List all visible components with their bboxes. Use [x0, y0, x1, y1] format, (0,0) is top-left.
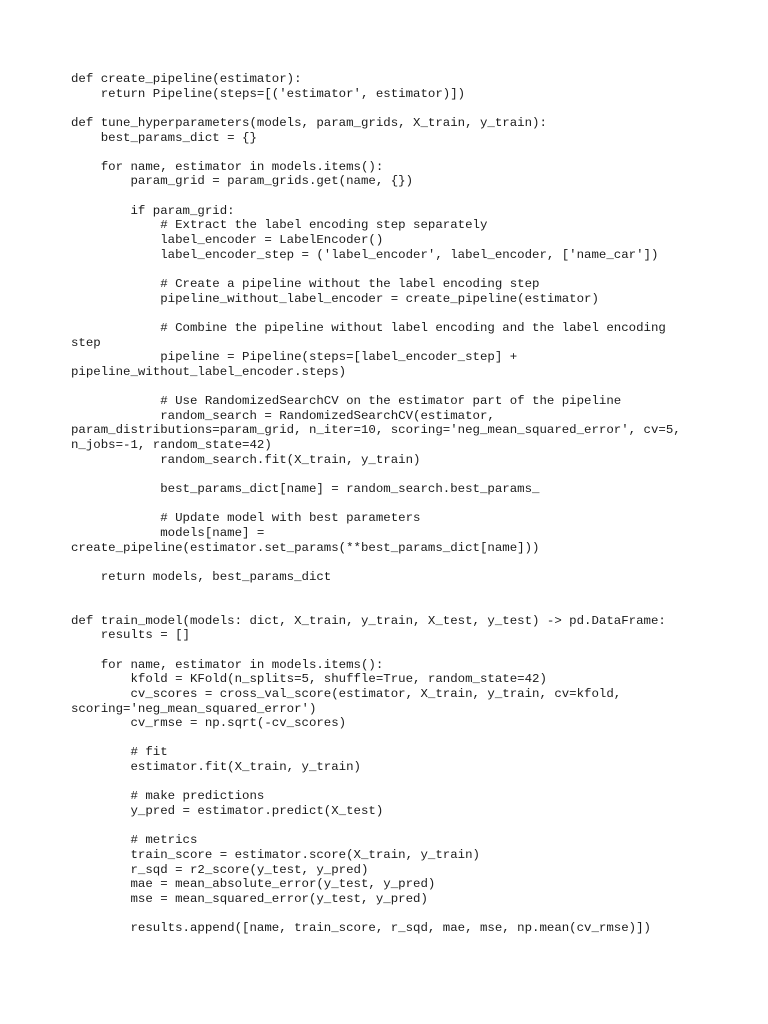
code-block	[71, 72, 711, 936]
code-line: # Use RandomizedSearchCV on the estimator part of the pipeline	[71, 394, 622, 409]
code-line: # Create a pipeline without the label encoding step	[71, 276, 540, 291]
code-line: pipeline_without_label_encoder = create_pipeline(estimator)	[71, 291, 599, 306]
code-line: scoring='neg_mean_squared_error')	[71, 701, 317, 716]
code-line: for name, estimator in models.items():	[71, 657, 384, 672]
code-line	[71, 599, 711, 614]
code-line: def tune_hyperparameters(models, param_grids, X_train, y_train):	[71, 115, 547, 130]
code-line: param_grid = param_grids.get(name, {})	[71, 174, 414, 189]
code-line: # fit	[71, 745, 168, 760]
code-line: def create_pipeline(estimator):	[71, 72, 302, 86]
code-line	[71, 101, 711, 116]
code-line: step	[71, 335, 101, 350]
code-line: # metrics	[71, 833, 198, 848]
code-line	[71, 907, 711, 922]
code-line: random_search = RandomizedSearchCV(estimator,	[71, 408, 495, 423]
code-line: results.append([name, train_score, r_sqd, mae, mse, np.mean(cv_rmse)])	[71, 921, 651, 936]
code-line: n_jobs=-1, random_state=42)	[71, 438, 272, 453]
code-line	[71, 467, 711, 482]
code-line: # Extract the label encoding step separately	[71, 218, 488, 233]
code-line: # Update model with best parameters	[71, 511, 421, 526]
code-line: best_params_dict = {}	[71, 130, 257, 145]
code-line: create_pipeline(estimator.set_params(**best_params_dict[name]))	[71, 540, 540, 555]
code-line: pipeline_without_label_encoder.steps)	[71, 364, 347, 379]
code-line: train_score = estimator.score(X_train, y_train)	[71, 847, 480, 862]
code-line: random_search.fit(X_train, y_train)	[71, 452, 421, 467]
code-line	[71, 145, 711, 160]
code-line: if param_grid:	[71, 203, 235, 218]
code-line: def train_model(models: dict, X_train, y_train, X_test, y_test) -> pd.DataFrame:	[71, 613, 666, 628]
code-line: models[name] =	[71, 525, 265, 540]
code-line: mse = mean_squared_error(y_test, y_pred)	[71, 891, 428, 906]
code-line: return models, best_params_dict	[71, 569, 332, 584]
code-line: # Combine the pipeline without label encoding and the label encoding	[71, 320, 666, 335]
code-line: kfold = KFold(n_splits=5, shuffle=True, random_state=42)	[71, 672, 547, 687]
code-line: estimator.fit(X_train, y_train)	[71, 760, 361, 775]
code-line	[71, 555, 711, 570]
code-line	[71, 775, 711, 790]
code-line: best_params_dict[name] = random_search.best_params_	[71, 481, 540, 496]
code-line: label_encoder_step = ('label_encoder', label_encoder, ['name_car'])	[71, 247, 659, 262]
code-line	[71, 643, 711, 658]
code-line: cv_rmse = np.sqrt(-cv_scores)	[71, 716, 347, 731]
code-line: label_encoder = LabelEncoder()	[71, 233, 384, 248]
code-line: results = []	[71, 628, 190, 643]
code-line	[71, 379, 711, 394]
code-line: y_pred = estimator.predict(X_test)	[71, 804, 384, 819]
code-line: for name, estimator in models.items():	[71, 159, 384, 174]
code-line: r_sqd = r2_score(y_test, y_pred)	[71, 862, 369, 877]
code-line	[71, 584, 711, 599]
code-line: return Pipeline(steps=[('estimator', estimator)])	[71, 86, 466, 101]
code-line: cv_scores = cross_val_score(estimator, X_train, y_train, cv=kfold,	[71, 686, 622, 701]
code-line	[71, 306, 711, 321]
code-line: param_distributions=param_grid, n_iter=10, scoring='neg_mean_squared_error', cv=5,	[71, 423, 681, 438]
code-line	[71, 189, 711, 204]
code-line	[71, 497, 711, 512]
code-line: pipeline = Pipeline(steps=[label_encoder_step] +	[71, 350, 518, 365]
code-line	[71, 731, 711, 746]
code-line: mae = mean_absolute_error(y_test, y_pred)	[71, 877, 436, 892]
code-line	[71, 819, 711, 834]
code-line	[71, 262, 711, 277]
code-line: # make predictions	[71, 789, 265, 804]
